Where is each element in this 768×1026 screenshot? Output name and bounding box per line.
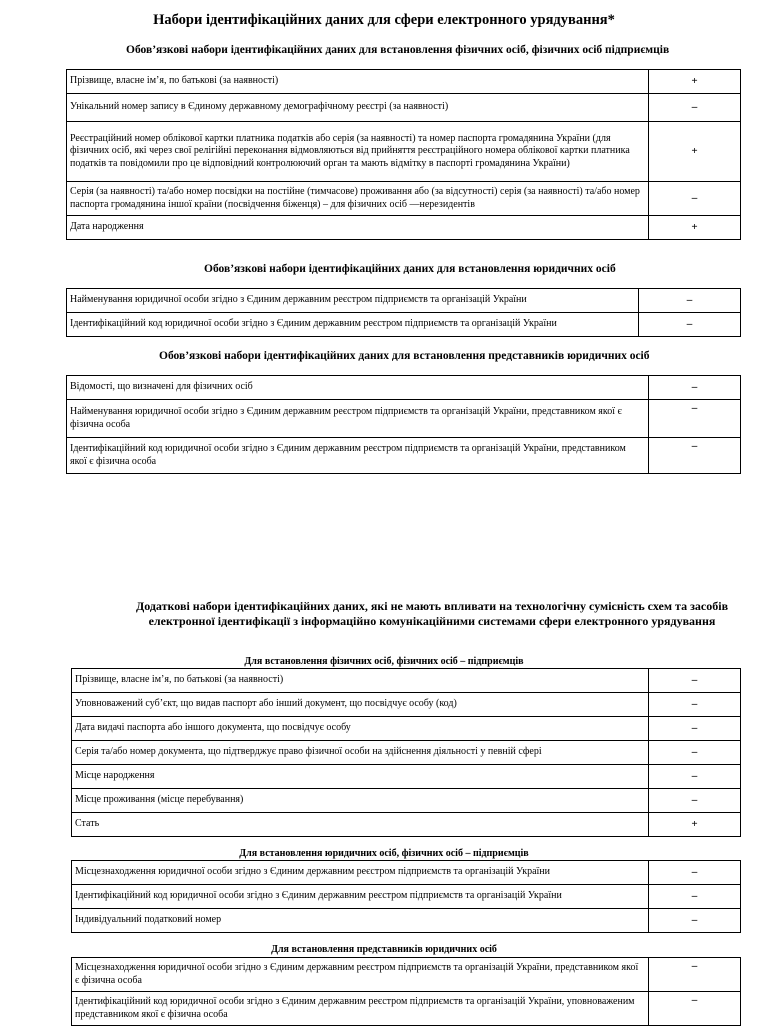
row-mark: – [649,765,741,789]
row-mark: – [649,789,741,813]
table-row [72,958,741,992]
row-mark: – [649,909,741,933]
table-additional-individuals [71,668,741,837]
row-mark: – [649,958,741,992]
table-row [67,122,741,182]
table-row [67,400,741,438]
row-label: Ідентифікаційний код юридичної особи згідно з Єдиним державним реєстром підприємств та організацій України, представником якої є фізична особа [67,438,649,474]
row-mark: – [649,861,741,885]
row-label: Місцезнаходження юридичної особи згідно з Єдиним державним реєстром підприємств та організацій України, представником якої є фізична особа [72,958,649,992]
table-row [67,438,741,474]
section-heading-legal-entities: Обов’язкові набори ідентифікаційних даних для встановлення юридичних осіб [204,263,616,275]
table-legal-entities [66,288,741,337]
row-label: Ідентифікаційний код юридичної особи згідно з Єдиним державним реєстром підприємств та організацій України [67,313,639,337]
table-row [72,669,741,693]
table-row [67,289,741,313]
document-title: Набори ідентифікаційних даних для сфери електронного урядування* [153,12,615,28]
row-mark: + [649,70,741,94]
row-mark: + [649,122,741,182]
row-mark: – [649,376,741,400]
section-heading-representatives: Обов’язкові набори ідентифікаційних даних для встановлення представників юридичних осіб [159,350,650,362]
row-label: Індивідуальний податковий номер [72,909,649,933]
row-mark: + [649,216,741,240]
row-label: Найменування юридичної особи згідно з Єдиним державним реєстром підприємств та організацій України [67,289,639,313]
row-mark: – [639,313,741,337]
row-mark: – [649,182,741,216]
row-mark: – [639,289,741,313]
table-representatives [66,375,741,474]
row-label: Відомості, що визначені для фізичних осіб [67,376,649,400]
table-row [72,813,741,837]
row-mark: – [649,885,741,909]
row-label: Прізвище, власне ім’я, по батькові (за наявності) [67,70,649,94]
additional-sets-title: Додаткові набори ідентифікаційних даних, які не мають впливати на технологічну сумісність схем та засобів електронної ідентифікації з інформаційно комунікаційними системами сфери електронного урядування [135,599,729,628]
row-label: Найменування юридичної особи згідно з Єдиним державним реєстром підприємств та організацій України, представником якої є фізична особа [67,400,649,438]
table-row [72,693,741,717]
table-additional-representatives [71,957,741,1026]
table-row [72,789,741,813]
row-label: Прізвище, власне ім’я, по батькові (за наявності) [72,669,649,693]
row-label: Дата народження [67,216,649,240]
row-mark: + [649,813,741,837]
row-mark: – [649,400,741,438]
table-individuals [66,69,741,240]
table-row [67,182,741,216]
additional-heading-individuals: Для встановлення фізичних осіб, фізичних осіб – підприємців [244,656,524,667]
row-mark: – [649,992,741,1026]
table-row [72,741,741,765]
row-label: Місце народження [72,765,649,789]
table-row [72,992,741,1026]
additional-heading-representatives: Для встановлення представників юридичних осіб [271,944,497,955]
section-heading-individuals: Обов’язкові набори ідентифікаційних даних для встановлення фізичних осіб, фізичних осіб підприємців [126,44,670,56]
table-row [67,376,741,400]
row-label: Унікальний номер запису в Єдиному державному демографічному реєстрі (за наявності) [67,94,649,122]
table-row [67,94,741,122]
row-mark: – [649,693,741,717]
table-row [72,765,741,789]
row-label: Серія (за наявності) та/або номер посвідки на постійне (тимчасове) проживання або (за відсутності) серія (за наявності) та/або номер паспорта громадянина іншої країни (посвідчення біженця) – для фізичних осіб —нерезидентів [67,182,649,216]
table-row [67,70,741,94]
table-row [67,313,741,337]
table-row [72,909,741,933]
table-row [72,861,741,885]
row-label: Місце проживання (місце перебування) [72,789,649,813]
row-label: Стать [72,813,649,837]
row-label: Уповноважений суб’єкт, що видав паспорт або інший документ, що посвідчує особу (код) [72,693,649,717]
row-label: Дата видачі паспорта або іншого документа, що посвідчує особу [72,717,649,741]
row-mark: – [649,717,741,741]
row-label: Місцезнаходження юридичної особи згідно з Єдиним державним реєстром підприємств та організацій України [72,861,649,885]
table-row [67,216,741,240]
row-label: Серія та/або номер документа, що підтверджує право фізичної особи на здійснення діяльності у певній сфері [72,741,649,765]
row-label: Ідентифікаційний код юридичної особи згідно з Єдиним державним реєстром підприємств та організацій України [72,885,649,909]
table-row [72,885,741,909]
table-row [72,717,741,741]
row-mark: – [649,669,741,693]
row-label: Реєстраційний номер облікової картки платника податків або серія (за наявності) та номер паспорта громадянина України (для фізичних осіб, які через свої релігійні переконання відмовляються від прийняття реєстраційного номера облікової картки платника податків та повідомили про це відповідний контролюючий орган та мають відмітку в паспорті громадянина України) [67,122,649,182]
row-label: Ідентифікаційний код юридичної особи згідно з Єдиним державним реєстром підприємств та організацій України, уповноваженим представником якої є фізична особа [72,992,649,1026]
additional-heading-legal-entities: Для встановлення юридичних осіб, фізичних осіб – підприємців [239,848,529,859]
table-additional-legal-entities [71,860,741,933]
row-mark: – [649,94,741,122]
row-mark: – [649,741,741,765]
row-mark: – [649,438,741,474]
